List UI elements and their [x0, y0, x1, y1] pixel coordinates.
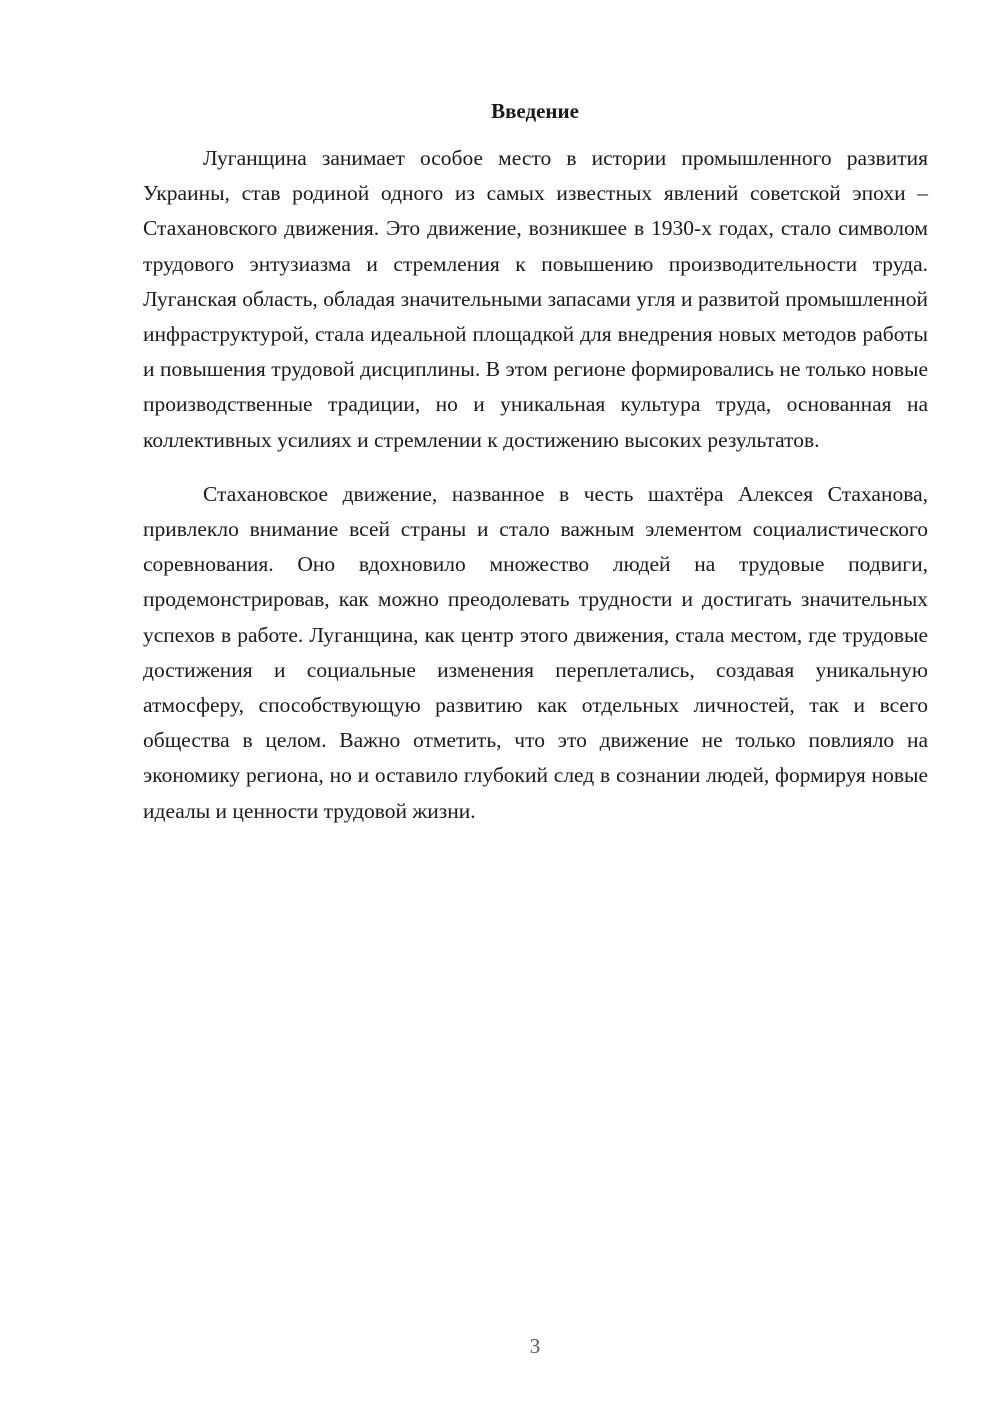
paragraph-1: Луганщина занимает особое место в истории промышленного развития Украины, став родиной одного из самых известных явлений советской эпохи – Стахановского движения. Это движение, возникшее в 1930-х годах, стало символом трудового энтузиазма и стремления к повышению производительности труда. Луганская область, обладая значительными запасами угля и развитой промышленной инфраструктурой, стала идеальной площадкой для внедрения новых методов работы и повышения трудовой дисциплины. В этом регионе формировались не только новые производственные традиции, но и уникальная культура труда, основанная на коллективных усилиях и стремлении к достижению высоких результатов.: [143, 146, 928, 452]
page-number: 3: [529, 1334, 541, 1358]
section-heading: Введение: [491, 99, 579, 123]
body-text: [143, 141, 928, 848]
paragraph-2: Стахановское движение, названное в честь шахтёра Алексея Стаханова, привлекло внимание всей страны и стало важным элементом социалистического соревнования. Оно вдохновило множество людей на трудовые подвиги, продемонстрировав, как можно преодолевать трудности и достигать значительных успехов в работе. Луганщина, как центр этого движения, стала местом, где трудовые достижения и социальные изменения переплетались, создавая уникальную атмосферу, способствующую развитию как отдельных личностей, так и всего общества в целом. Важно отметить, что это движение не только повлияло на экономику региона, но и оставило глубокий след в сознании людей, формируя новые идеалы и ценности трудовой жизни.: [143, 481, 928, 823]
